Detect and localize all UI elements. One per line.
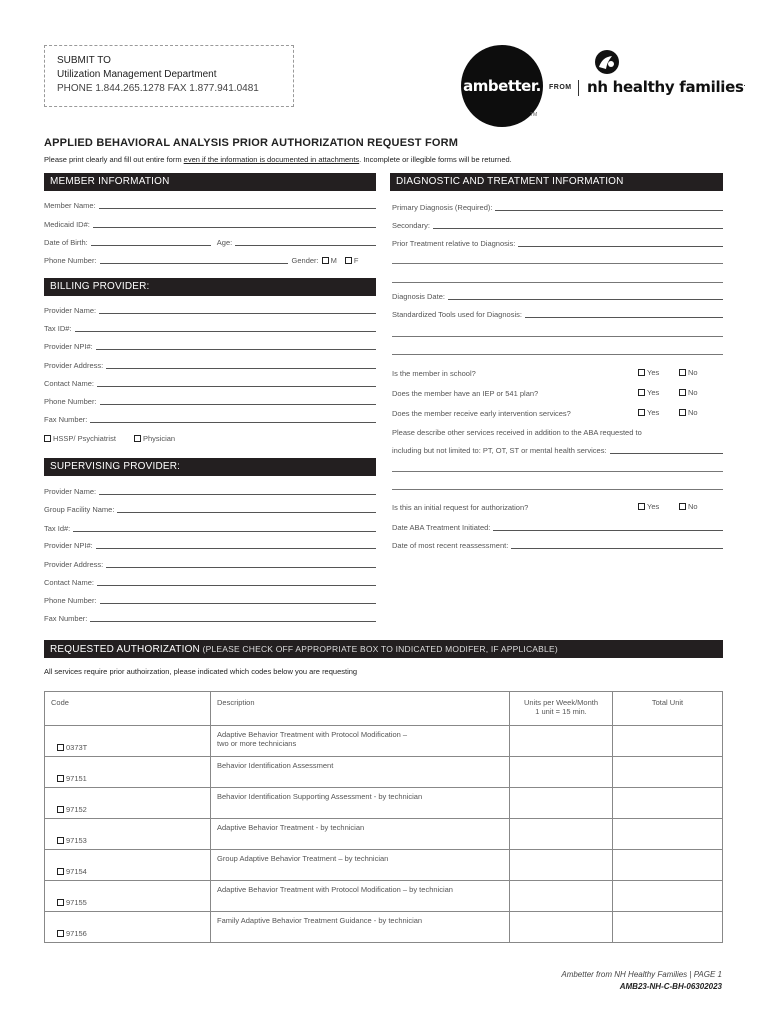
code-description: Behavior Identification Supporting Assessment - by technician xyxy=(211,788,510,819)
supervising-fax-field[interactable]: Fax Number: xyxy=(44,614,376,623)
billing-tax-id-field[interactable]: Tax ID#: xyxy=(44,324,376,333)
logo-divider xyxy=(578,80,579,96)
logo-from: FROM xyxy=(549,84,572,91)
supervising-tax-id-field[interactable]: Tax Id#: xyxy=(44,524,376,533)
total-unit-cell[interactable] xyxy=(613,788,723,819)
dob-field[interactable] xyxy=(91,238,211,246)
physician-checkbox[interactable]: Physician xyxy=(134,434,175,443)
tools-line-2[interactable] xyxy=(392,336,723,337)
nh-healthy-families-logo: nh healthy families. xyxy=(587,78,746,96)
units-cell[interactable] xyxy=(510,819,613,850)
total-unit-cell[interactable] xyxy=(613,819,723,850)
code-checkbox-97156[interactable]: 97156 xyxy=(45,912,211,943)
code-checkbox-97152[interactable]: 97152 xyxy=(45,788,211,819)
units-cell[interactable] xyxy=(510,757,613,788)
form-title: APPLIED BEHAVIORAL ANALYSIS PRIOR AUTHORIZATION REQUEST FORM xyxy=(44,137,459,149)
gender-male-checkbox[interactable]: M xyxy=(322,256,337,265)
code-description: Adaptive Behavior Treatment - by technician xyxy=(211,819,510,850)
submit-contact: PHONE 1.844.265.1278 FAX 1.877.941.0481 xyxy=(57,83,259,94)
initial-request-question: Is this an initial request for authorization? xyxy=(392,503,529,512)
code-checkbox-0373t[interactable]: 0373T xyxy=(45,726,211,757)
code-description: Adaptive Behavior Treatment with Protocol Modification – two or more technicians xyxy=(211,726,510,757)
nh-healthy-families-mark-icon xyxy=(594,49,620,75)
other-services-line-3[interactable] xyxy=(392,489,723,490)
units-cell[interactable] xyxy=(510,912,613,943)
submit-to-box xyxy=(44,45,294,107)
other-services-prompt: Please describe other services received in addition to the ABA requested to xyxy=(392,428,642,437)
member-name-field[interactable]: Member Name: xyxy=(44,201,376,210)
submit-department: Utilization Management Department xyxy=(57,69,217,80)
footer-page-label: Ambetter from NH Healthy Families | PAGE 1 xyxy=(561,970,722,979)
standardized-tools-field[interactable]: Standardized Tools used for Diagnosis: xyxy=(392,310,723,319)
supervising-contact-field[interactable]: Contact Name: xyxy=(44,578,376,587)
billing-address-field[interactable]: Provider Address: xyxy=(44,361,376,370)
table-row xyxy=(45,757,723,788)
secondary-diagnosis-field[interactable]: Secondary: xyxy=(392,221,723,230)
iep-question: Does the member have an IEP or 541 plan? xyxy=(392,389,539,398)
requested-authorization-header: REQUESTED AUTHORIZATION (PLEASE CHECK OFF APPROPRIATE BOX TO INDICATED MODIFER, IF APPLICABLE) xyxy=(44,640,723,658)
diagnostic-info-header: DIAGNOSTIC AND TREATMENT INFORMATION xyxy=(390,173,723,191)
billing-fax-field[interactable]: Fax Number: xyxy=(44,415,376,424)
billing-contact-field[interactable]: Contact Name: xyxy=(44,379,376,388)
supervising-provider-header: SUPERVISING PROVIDER: xyxy=(44,458,376,476)
code-description: Adaptive Behavior Treatment with Protocol Modification – by technician xyxy=(211,881,510,912)
prior-treatment-line-3[interactable] xyxy=(392,282,723,283)
early-intervention-yes-checkbox[interactable]: Yes xyxy=(638,408,659,417)
table-row xyxy=(45,726,723,757)
codes-table xyxy=(44,691,723,943)
supervising-provider-name-field[interactable]: Provider Name: xyxy=(44,487,376,496)
in-school-no-checkbox[interactable]: No xyxy=(679,368,698,377)
total-unit-cell[interactable] xyxy=(613,912,723,943)
prior-treatment-line-2[interactable] xyxy=(392,263,723,264)
phone-gender-row: Phone Number: Gender: M F xyxy=(44,256,359,265)
in-school-question: Is the member in school? xyxy=(392,369,476,378)
table-row xyxy=(45,788,723,819)
diagnosis-date-field[interactable]: Diagnosis Date: xyxy=(392,292,723,301)
billing-provider-name-field[interactable]: Provider Name: xyxy=(44,306,376,315)
group-facility-name-field[interactable]: Group Facility Name: xyxy=(44,505,376,514)
footer-form-code: AMB23-NH-C-BH-06302023 xyxy=(619,982,722,991)
units-cell[interactable] xyxy=(510,850,613,881)
code-description: Group Adaptive Behavior Treatment – by technician xyxy=(211,850,510,881)
member-phone-field[interactable] xyxy=(100,256,288,264)
code-checkbox-97153[interactable]: 97153 xyxy=(45,819,211,850)
units-cell[interactable] xyxy=(510,881,613,912)
iep-no-checkbox[interactable]: No xyxy=(679,388,698,397)
total-unit-cell[interactable] xyxy=(613,881,723,912)
table-row xyxy=(45,881,723,912)
hssp-psychiatrist-checkbox[interactable]: HSSP/ Psychiatrist xyxy=(44,434,116,443)
billing-provider-header: BILLING PROVIDER: xyxy=(44,278,376,296)
total-unit-cell[interactable] xyxy=(613,726,723,757)
other-services-line-2[interactable] xyxy=(392,471,723,472)
tools-line-3[interactable] xyxy=(392,354,723,355)
codes-table-header xyxy=(45,692,723,726)
table-row xyxy=(45,819,723,850)
submit-heading: SUBMIT TO xyxy=(57,55,111,66)
units-column-header: Units per Week/Month 1 unit = 15 min. xyxy=(510,692,613,726)
authorization-note: All services require prior authoirzation, please indicated which codes below you are requesting xyxy=(44,667,358,676)
ambetter-logo: ambetter. xyxy=(461,45,543,127)
code-checkbox-97151[interactable]: 97151 xyxy=(45,757,211,788)
description-column-header: Description xyxy=(211,692,510,726)
early-intervention-no-checkbox[interactable]: No xyxy=(679,408,698,417)
code-column-header: Code xyxy=(45,692,211,726)
total-unit-cell[interactable] xyxy=(613,850,723,881)
billing-phone-field[interactable]: Phone Number: xyxy=(44,397,376,406)
age-field[interactable] xyxy=(235,238,376,246)
table-row xyxy=(45,912,723,943)
prior-treatment-field[interactable]: Prior Treatment relative to Diagnosis: xyxy=(392,239,723,248)
code-checkbox-97154[interactable]: 97154 xyxy=(45,850,211,881)
total-unit-cell[interactable] xyxy=(613,757,723,788)
other-services-field[interactable]: including but not limited to: PT, OT, ST or mental health services: xyxy=(392,446,723,455)
iep-yes-checkbox[interactable]: Yes xyxy=(638,388,659,397)
recent-reassessment-field[interactable]: Date of most recent reassessment: xyxy=(392,541,723,550)
units-cell[interactable] xyxy=(510,788,613,819)
in-school-yes-checkbox[interactable]: Yes xyxy=(638,368,659,377)
aba-treatment-initiated-field[interactable]: Date ABA Treatment Initiated: xyxy=(392,523,723,532)
form-instructions: Please print clearly and fill out entire form even if the information is documented in attachments. Incomplete or illegible forms will be returned. xyxy=(44,155,512,164)
early-intervention-question: Does the member receive early intervention services? xyxy=(392,409,571,418)
supervising-phone-field[interactable]: Phone Number: xyxy=(44,596,376,605)
billing-npi-field[interactable]: Provider NPI#: xyxy=(44,342,376,351)
code-description: Behavior Identification Assessment xyxy=(211,757,510,788)
total-unit-column-header: Total Unit xyxy=(613,692,723,726)
logo-trademark: TM xyxy=(530,112,538,118)
code-description: Family Adaptive Behavior Treatment Guidance - by technician xyxy=(211,912,510,943)
supervising-npi-field[interactable]: Provider NPI#: xyxy=(44,541,376,550)
initial-request-yes-checkbox[interactable]: Yes xyxy=(638,502,659,511)
table-row xyxy=(45,850,723,881)
initial-request-no-checkbox[interactable]: No xyxy=(679,502,698,511)
primary-diagnosis-field[interactable]: Primary Diagnosis (Required): xyxy=(392,203,723,212)
code-checkbox-97155[interactable]: 97155 xyxy=(45,881,211,912)
supervising-address-field[interactable]: Provider Address: xyxy=(44,560,376,569)
member-info-header: MEMBER INFORMATION xyxy=(44,173,376,191)
units-cell[interactable] xyxy=(510,726,613,757)
dob-age-row: Date of Birth: Age: xyxy=(44,238,376,247)
gender-female-checkbox[interactable]: F xyxy=(345,256,359,265)
medicaid-id-field[interactable]: Medicaid ID#: xyxy=(44,220,376,229)
